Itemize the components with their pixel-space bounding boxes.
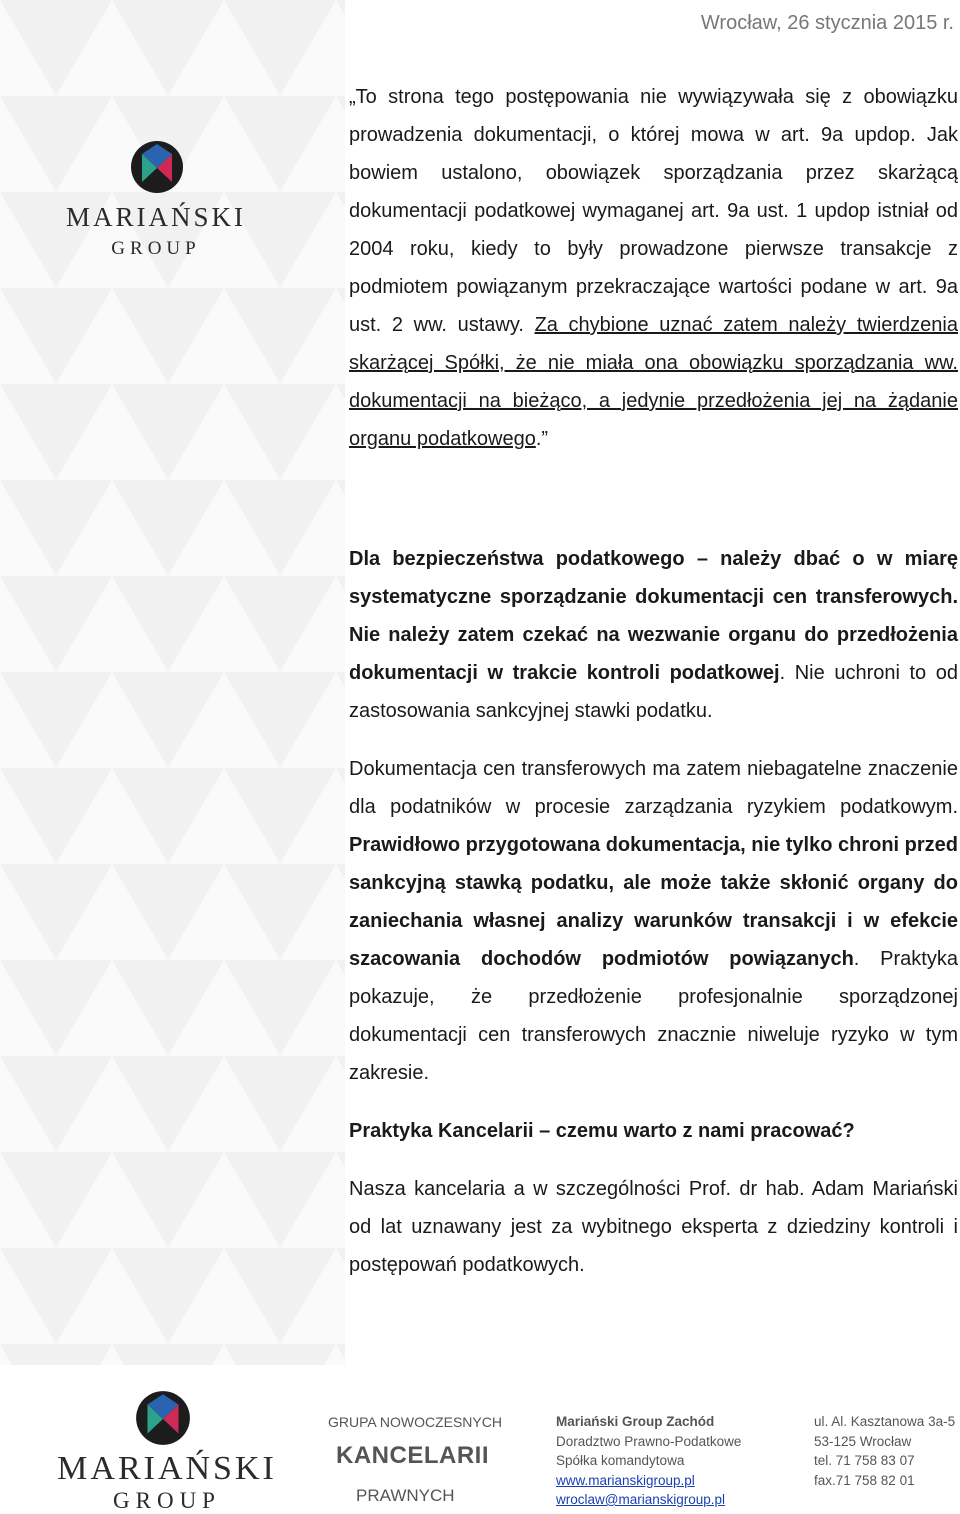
email-link[interactable]: wroclaw@marianskigroup.pl <box>556 1492 726 1507</box>
address-street: ul. Al. Kasztanowa 3a-5 <box>814 1414 956 1429</box>
logo-sub: GROUP <box>111 238 201 259</box>
firm-description: Doradztwo Prawno-Podatkowe <box>556 1433 742 1449</box>
company-logo <box>56 138 266 268</box>
address-city: 53-125 Wrocław <box>814 1433 912 1449</box>
footer-logo-name: MARIAŃSKI <box>57 1450 277 1487</box>
document-body <box>349 78 958 1284</box>
firm-name: Mariański Group Zachód <box>556 1414 715 1429</box>
security-bold-text: Dla bezpieczeństwa podatkowego – należy dbać o w miarę systematyczne sporządzanie dokumentacji cen transferowych. Nie należy zatem czekać na wezwanie organu do przedłożenia dokumentacji w trakcie kontroli podatkowej <box>349 548 958 684</box>
footer-contact-info <box>814 1412 955 1490</box>
documentation-rest-text: . Praktyka pokazuje, że przedłożenie profesjonalnie sporządzonej dokumentacji cen transferowych znacznie niweluje ryzyko w tym zakresie. <box>349 948 958 1084</box>
website-link[interactable]: www.marianskigroup.pl <box>556 1472 695 1488</box>
footer-company-info <box>556 1412 741 1510</box>
security-rest-text: . Nie uchroni to od zastosowania sankcyjnej stawki podatku. <box>349 662 958 722</box>
logo-mark-icon <box>134 1388 192 1448</box>
firm-legal-form: Spółka komandytowa <box>556 1453 685 1468</box>
group-line-1: GRUPA NOWOCZESNYCH <box>328 1414 502 1430</box>
footer-logo-sub: GROUP <box>113 1488 221 1513</box>
footer-logo <box>42 1388 292 1513</box>
quote-paragraph <box>349 78 958 458</box>
fax-number: fax.71 758 82 01 <box>814 1472 915 1488</box>
quote-text: „To strona tego postępowania nie wywiązywała się z obowiązku prowadzenia dokumentacji, o której mowa w art. 9a updop. Jak bowiem ustalono, obowiązek sporządzania przez skarżącą dokumentacji podatkowej wymaganej art. 9a ust. 1 updop istniał od 2004 roku, kiedy to były prowadzone pierwsze transakcje z podmiotem powiązanym przekraczające wartości podane w art. 9a ust. 2 ww. ustawy. <box>349 86 958 336</box>
document-date: Wrocław, 26 stycznia 2015 r. <box>700 12 954 34</box>
quote-underlined-text: Za chybione uznać zatem należy twierdzenia skarżącej Spółki, że nie miała ona obowiązku sporządzania ww. dokumentacji na bieżąco, a jedynie przedłożenia jej na żądanie organu podatkowego <box>349 314 958 450</box>
section-heading: Praktyka Kancelarii – czemu warto z nami pracować? <box>349 1120 855 1142</box>
documentation-paragraph <box>349 750 958 1092</box>
documentation-bold-text: Prawidłowo przygotowana dokumentacja, nie tylko chroni przed sankcyjną stawką podatku, ale może także skłonić organy do zaniechania własnej analizy warunków transakcji i w efekcie szacowania dochodów podmiotów powiązanych <box>349 834 958 970</box>
documentation-start-text: Dokumentacja cen transferowych ma zatem niebagatelne znaczenie dla podatników w procesie zarządzania ryzykiem podatkowym. <box>349 758 958 818</box>
quote-end: .” <box>535 428 549 450</box>
firm-paragraph: Nasza kancelaria a w szczególności Prof. dr hab. Adam Mariański od lat uznawany jest za wybitnego eksperta z dziedziny kontroli i postępowań podatkowych. <box>349 1178 958 1276</box>
logo-name: MARIAŃSKI <box>65 202 246 232</box>
group-line-2: KANCELARII <box>336 1442 489 1469</box>
security-paragraph <box>349 540 958 730</box>
phone-number: tel. 71 758 83 07 <box>814 1453 915 1468</box>
footer <box>0 1380 960 1513</box>
logo-mark-icon <box>130 138 184 196</box>
group-line-3: PRAWNYCH <box>356 1486 455 1505</box>
